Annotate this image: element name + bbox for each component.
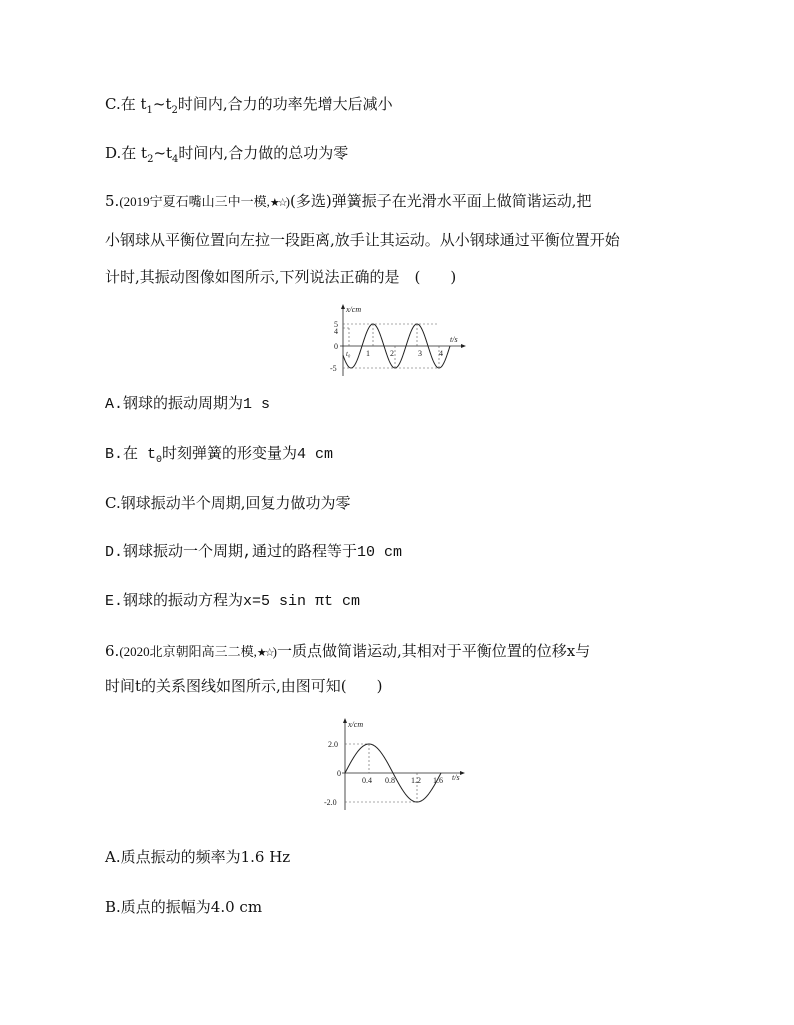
q5-y-tick-5: 5 [334, 320, 338, 329]
q6-y-axis-arrow-icon [343, 718, 347, 723]
q6-source: (2020北京朝阳高三二模, [119, 644, 257, 659]
q6-x-tick-1-2: 1.2 [411, 776, 421, 785]
q5-option-b: B.在 $t_0$时刻弹簧的形变量为4 cm [105, 446, 334, 466]
q5-option-c: C.钢球振动半个周期,回复力做功为零 [105, 494, 351, 512]
q6-option-a: A.质点振动的频率为1.6 Hz [105, 848, 291, 866]
q5-x-tick-2: 2 [390, 349, 394, 358]
q5-x-label: t/s [450, 335, 458, 344]
q5-x-tick-4: 4 [439, 349, 443, 358]
q5-vibration-graph [318, 300, 478, 384]
q5-option-d: D.钢球振动一个周期,通过的路程等于10 cm [105, 544, 403, 561]
q6-option-b: B.质点的振幅为4.0 cm [105, 898, 263, 916]
q6-vibration-graph [312, 714, 482, 818]
q6-x-tick-0-4: 0.4 [362, 776, 372, 785]
q5-stem-line-2: 小钢球从平衡位置向左拉一段距离,放手让其运动。从小钢球通过平衡位置开始 [105, 231, 620, 249]
q6-y-label: x/cm [348, 720, 364, 729]
difficulty-stars-icon: ★☆ [269, 196, 286, 209]
q5-number: 5. [105, 192, 120, 210]
q5-y-label: x/cm [346, 305, 362, 314]
q5-option-a: A.钢球的振动周期为1 s [105, 396, 271, 413]
q5-x-tick-1: 1 [366, 349, 370, 358]
q6-stem-line-1: 6.(2020北京朝阳高三二模,★☆)一质点做简谐运动,其相对于平衡位置的位移x与 [105, 642, 591, 660]
q6-x-axis-arrow-icon [460, 771, 465, 775]
q6-graph-svg [312, 714, 482, 814]
q5-stem-line-1: 5.(2019宁夏石嘴山三中一模,★☆)(多选)弹簧振子在光滑水平面上做简谐运动,把 [105, 192, 592, 210]
q5-stem-line-3: 计时,其振动图像如图所示,下列说法正确的是 ( ) [105, 268, 457, 286]
q5-option-e: E.钢球的振动方程为x=5 sin πt cm [105, 593, 361, 610]
q6-y-tick-0: 0 [337, 769, 341, 778]
q5-x-tick-t0: t₀ [346, 350, 351, 358]
q5-graph-svg [318, 300, 478, 380]
q4-option-d: D.在 $t_2\sim t_4$时间内,合力做的总功为零 [105, 144, 349, 165]
q6-number: 6. [105, 642, 120, 660]
q6-x-tick-1-6: 1.6 [433, 776, 443, 785]
q5-x-tick-3: 3 [418, 349, 422, 358]
difficulty-stars-icon: ★☆ [256, 646, 273, 659]
q5-multi-select-tag: (多选) [289, 192, 332, 210]
q6-y-tick-2: 2.0 [328, 740, 338, 749]
q5-y-tick-0: 0 [334, 342, 338, 351]
q6-y-tick-neg2: -2.0 [324, 798, 337, 807]
q5-source: (2019宁夏石嘴山三中一模, [119, 194, 270, 209]
q5-y-tick-4: 4 [334, 327, 338, 336]
q6-stem-line-2: 时间t的关系图线如图所示,由图可知( ) [105, 677, 383, 695]
q6-x-label: t/s [452, 773, 460, 782]
q5-x-axis-arrow-icon [461, 344, 466, 348]
q6-x-tick-0-8: 0.8 [385, 776, 395, 785]
q5-y-tick-neg5: -5 [330, 364, 337, 373]
q5-y-axis-arrow-icon [341, 304, 345, 309]
q4-option-c: C.在 $t_1\sim t_2$时间内,合力的功率先增大后减小 [105, 95, 393, 116]
